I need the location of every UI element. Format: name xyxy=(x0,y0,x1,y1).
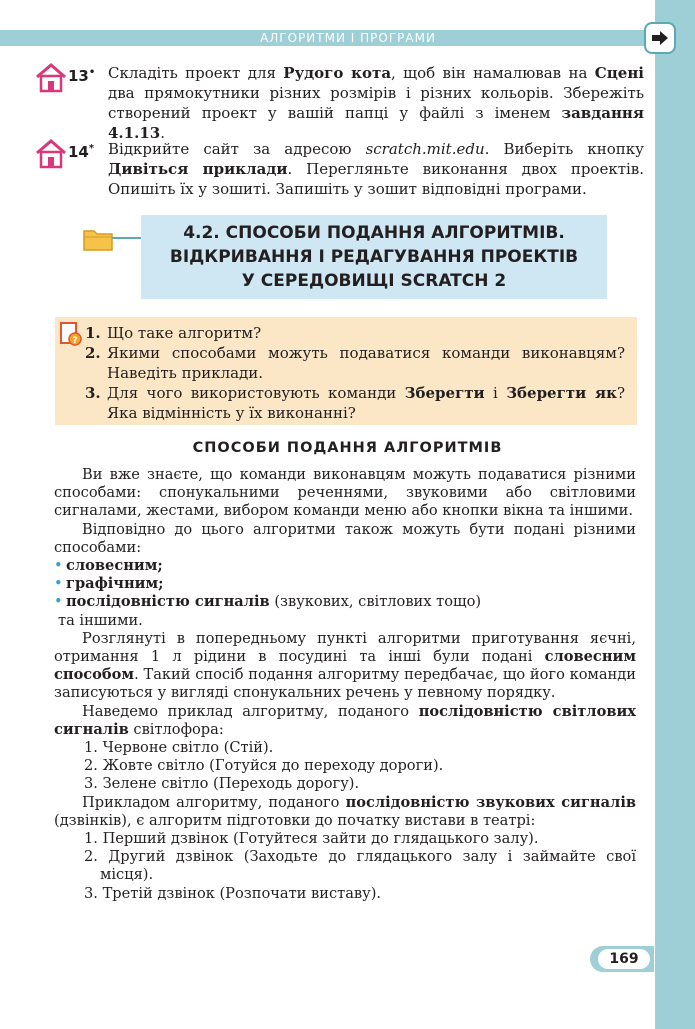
question-book-icon xyxy=(59,321,83,347)
folder-icon xyxy=(82,226,114,252)
home-icon xyxy=(34,139,68,169)
list-item: • словесним; xyxy=(54,557,163,575)
home-icon xyxy=(34,63,68,93)
list-item: 3. Третій дзвінок (Розпочати виставу). xyxy=(84,884,382,902)
section-title: 4.2. СПОСОБИ ПОДАННЯ АЛГОРИТМІВ. ВІДКРИВАННЯ І РЕДАГУВАННЯ ПРОЕКТІВ У СЕРЕДОВИЩІ SCRATCH 2 xyxy=(169,223,579,291)
side-strip xyxy=(655,0,695,1029)
list-item: 3. Зелене світло (Переходь дорогу). xyxy=(84,775,360,793)
arrow-right-icon xyxy=(651,30,669,46)
bullet-icon: • xyxy=(54,557,63,575)
paragraph: Наведемо приклад алгоритму, поданого послідовністю світлових сигналів світлофора: xyxy=(54,702,636,738)
section-heading xyxy=(141,215,607,299)
subheading: СПОСОБИ ПОДАННЯ АЛГОРИТМІВ xyxy=(192,440,503,456)
main-text xyxy=(54,466,636,903)
task-text: Відкрийте сайт за адресою scratch.mit.edu. Виберіть кнопку Дивіться приклади. Перегляньте виконання двох проектів. Опишіть їх у зошиті. Запишіть у зошит відповідні програми. xyxy=(108,140,645,198)
bullet-icon: • xyxy=(54,575,63,593)
next-page-button[interactable] xyxy=(644,22,676,54)
page-number: 169 xyxy=(598,949,650,969)
question-item: 3. Для чого використовують команди Зберегти і Зберегти як? Яка відмінність у їх виконанні? xyxy=(85,384,625,422)
page-number-badge xyxy=(590,946,654,972)
paragraph: Розглянуті в попередньому пункті алгоритми приготування яєчні, отримання 1 л рідини в посудині та інші були подані словесним способом. Такий спосіб подання алгоритму передбачає, що його команди записуються у вигляді спонукальних речень у певному порядку. xyxy=(54,629,636,702)
list-item: 2. Жовте світло (Готуйся до переходу дороги). xyxy=(84,757,444,775)
chapter-title: АЛГОРИТМИ І ПРОГРАМИ xyxy=(260,31,436,45)
paragraph: Відповідно до цього алгоритми також можуть бути подані різними способами: xyxy=(54,520,636,556)
task-text: Складіть проект для Рудого кота, щоб він намалював на Сцені два прямокутники різних розмірів і різних кольорів. Збережіть створений проект у вашій папці у файлі з іменем завдання 4.1.13. xyxy=(108,64,644,142)
question-item: 1. Що таке алгоритм? xyxy=(85,324,262,342)
bullet-icon: • xyxy=(54,593,63,611)
list-item: 1. Червоне світло (Стій). xyxy=(84,739,274,757)
task-13 xyxy=(34,63,644,143)
paragraph: Прикладом алгоритму, поданого послідовністю звукових сигналів (дзвінків), є алгоритм підготовки до початку вистави в театрі: xyxy=(54,793,637,829)
svg-text:?: ? xyxy=(72,336,78,346)
paragraph: Ви вже знаєте, що команди виконавцям можуть подаватися різними способами: спонукальними реченнями, звуковими або світловими сигналами, жестами, вибором команди меню або кнопки вікна та іншими. xyxy=(54,466,636,520)
list-item: • послідовністю сигналів (звукових, світлових тощо) xyxy=(54,593,482,611)
list-item: 2. Другий дзвінок (Заходьте до глядацького залу і займайте свої місця). xyxy=(84,848,636,884)
paragraph: та іншими. xyxy=(58,611,143,629)
list-item: • графічним; xyxy=(54,575,164,593)
review-questions xyxy=(55,317,637,425)
question-item: 2. Якими способами можуть подаватися команди виконавцям? Наведіть приклади. xyxy=(85,344,625,382)
section-connector xyxy=(112,237,142,239)
list-item: 1. Перший дзвінок (Готуйтеся зайти до глядацького залу). xyxy=(84,830,539,848)
task-number: 13• xyxy=(68,67,96,85)
task-14 xyxy=(34,139,644,199)
task-number: 14* xyxy=(68,143,95,161)
chapter-header xyxy=(0,30,655,46)
